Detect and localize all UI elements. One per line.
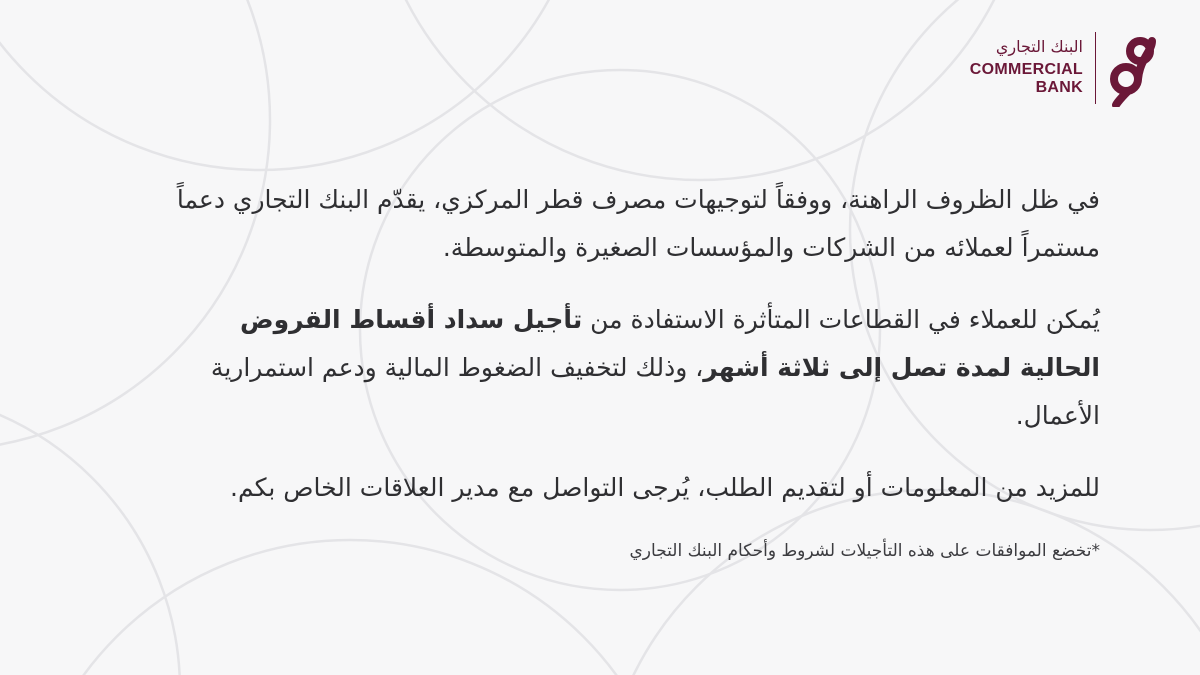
commercial-bank-swirl-icon: [1108, 29, 1158, 107]
terms-footnote: *تخضع الموافقات على هذه التأجيلات لشروط وأحكام البنك التجاري: [629, 541, 1100, 561]
logo-name-arabic: البنك التجاري: [995, 37, 1083, 56]
paragraph-deferral-start: يُمكن للعملاء في القطاعات المتأثرة الاستفادة من: [582, 305, 1100, 334]
paragraph-intro: في ظل الظروف الراهنة، ووفقاً لتوجيهات مصرف قطر المركزي، يقدّم البنك التجاري دعماً مستمراً لعملائه من الشركات والمؤسسات الصغيرة والمتوسطة.: [176, 185, 1100, 262]
logo-name-english-line1: COMMERCIAL: [969, 61, 1083, 78]
logo-wordmark: [970, 39, 1095, 97]
logo-name-english-line2: BANK: [1035, 79, 1083, 96]
paragraph-deferral: [160, 296, 1100, 440]
announcement-body: [160, 176, 1100, 566]
paragraph-contact: للمزيد من المعلومات أو لتقديم الطلب، يُرجى التواصل مع مدير العلاقات الخاص بكم.: [230, 473, 1100, 502]
commercial-bank-logo: [970, 28, 1158, 108]
logo-divider: [1095, 32, 1096, 104]
paragraph-deferral-end: ، وذلك لتخفيف الضغوط المالية ودعم استمرارية الأعمال.: [210, 353, 1100, 430]
paragraph-deferral-highlight: تأجيل سداد أقساط القروض الحالية لمدة تصل إلى ثلاثة أشهر: [239, 305, 1100, 382]
